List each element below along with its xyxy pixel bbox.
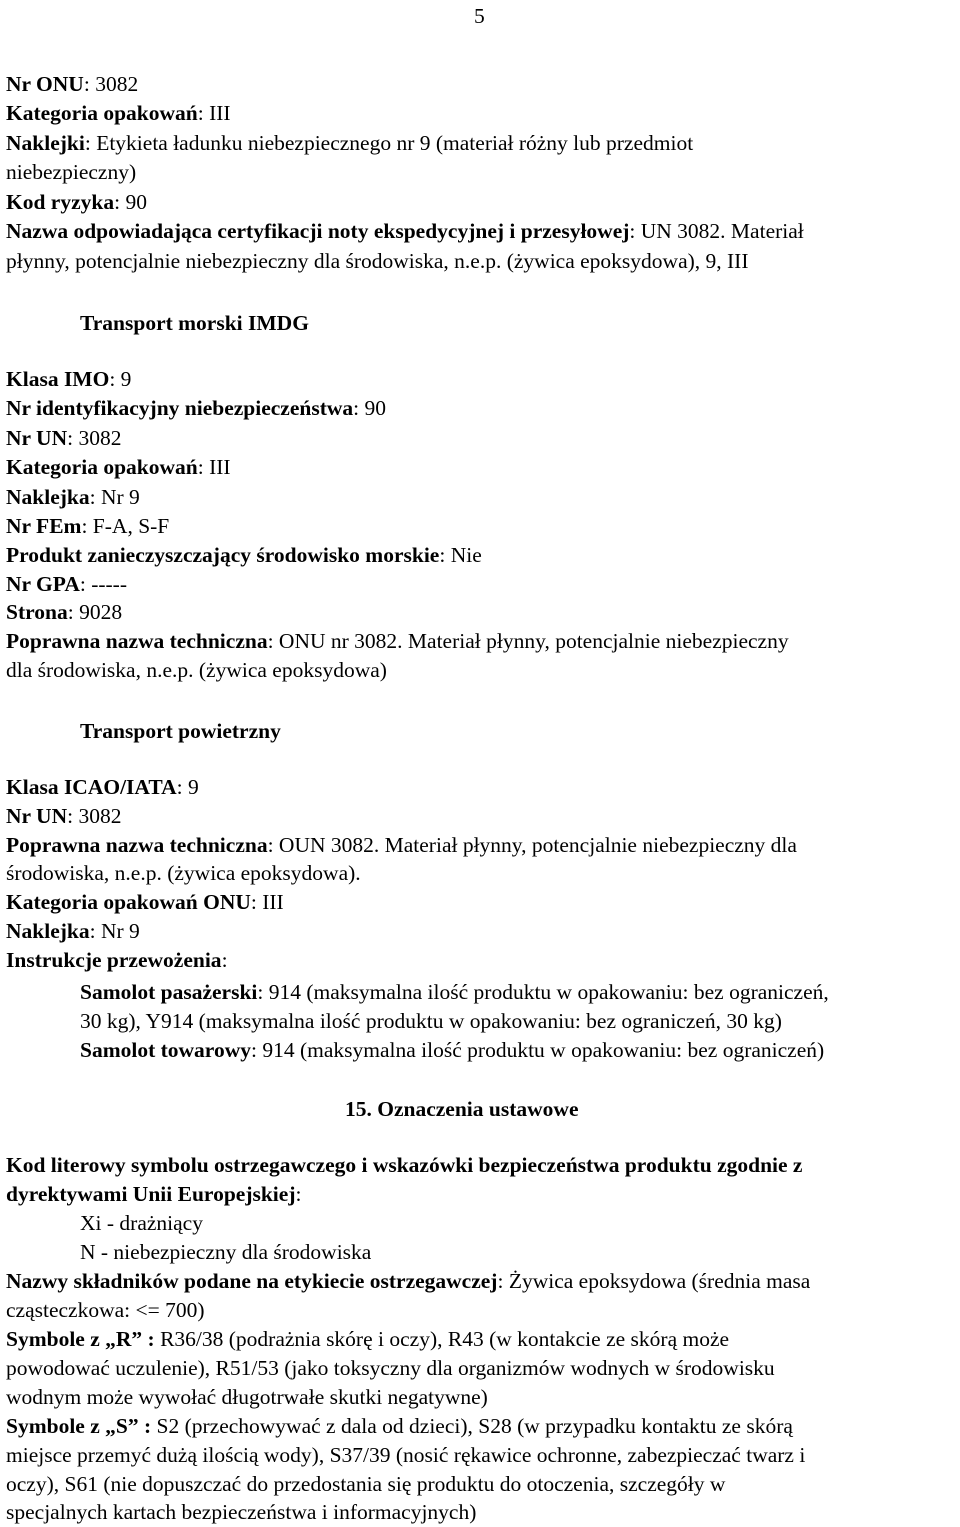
r-phrases: Symbole z „R” : R36/38 (podrażnia skórę i oczy), R43 (w kontakcie ze skórą może: [6, 1327, 730, 1351]
sea-marine-pollutant: Produkt zanieczyszczający środowisko morskie: Nie: [6, 543, 482, 567]
s-phrases-cont1: miejsce przemyć dużą ilością wody), S37/39 (nosić rękawice ochronne, zabezpieczać twarz i: [6, 1443, 806, 1467]
air-icao-class: Klasa ICAO/IATA: 9: [6, 775, 199, 799]
air-instructions: Instrukcje przewożenia:: [6, 948, 228, 972]
sea-label: Naklejka: Nr 9: [6, 485, 140, 509]
sea-packing-group: Kategoria opakowań: III: [6, 455, 231, 479]
sea-hazard-id: Nr identyfikacyjny niebezpieczeństwa: 90: [6, 396, 387, 420]
page-number: 5: [474, 4, 485, 28]
r-phrases-cont1: powodować uczulenie), R51/53 (jako toksyczny dla organizmów wodnych w środowisku: [6, 1356, 775, 1380]
air-passenger-cont: 30 kg), Y914 (maksymalna ilość produktu w opakowaniu: bez ograniczeń, 30 kg): [80, 1009, 782, 1033]
air-shipping-name: Poprawna nazwa techniczna: OUN 3082. Materiał płynny, potencjalnie niebezpieczny dla: [6, 833, 797, 857]
road-labels: Naklejki: Etykieta ładunku niebezpiecznego nr 9 (materiał różny lub przedmiot: [6, 131, 694, 155]
air-un-number: Nr UN: 3082: [6, 804, 122, 828]
sea-gpa: Nr GPA: -----: [6, 572, 127, 596]
sea-page: Strona: 9028: [6, 600, 123, 624]
section15-heading: 15. Oznaczenia ustawowe: [345, 1097, 579, 1121]
sea-fem: Nr FEm: F-A, S-F: [6, 514, 170, 538]
s-phrases-cont3: specjalnych kartach bezpieczeństwa i informacyjnych): [6, 1500, 477, 1524]
air-heading: Transport powietrzny: [80, 719, 281, 743]
air-cargo: Samolot towarowy: 914 (maksymalna ilość produktu w opakowaniu: bez ograniczeń): [80, 1038, 825, 1062]
eu-symbol-label: Kod literowy symbolu ostrzegawczego i wskazówki bezpieczeństwa produktu zgodnie z: [6, 1153, 803, 1177]
air-packing-group: Kategoria opakowań ONU: III: [6, 890, 284, 914]
s-phrases-cont2: oczy), S61 (nie dopuszczać do przedostania się produktu do otoczenia, szczegóły w: [6, 1472, 726, 1496]
eu-symbol-label-cont: dyrektywami Unii Europejskiej:: [6, 1182, 302, 1206]
sea-shipping-name: Poprawna nazwa techniczna: ONU nr 3082. Materiał płynny, potencjalnie niebezpieczny: [6, 629, 789, 653]
air-shipping-name-cont: środowiska, n.e.p. (żywica epoksydowa).: [6, 861, 361, 885]
sea-heading: Transport morski IMDG: [80, 311, 309, 335]
components: Nazwy składników podane na etykiecie ostrzegawczej: Żywica epoksydowa (średnia masa: [6, 1269, 811, 1293]
s-phrases: Symbole z „S” : S2 (przechowywać z dala od dzieci), S28 (w przypadku kontaktu ze skórą: [6, 1414, 793, 1438]
sea-imo-class: Klasa IMO: 9: [6, 367, 132, 391]
road-packing-group: Kategoria opakowań: III: [6, 101, 231, 125]
road-shipping-name: Nazwa odpowiadająca certyfikacji noty ekspedycyjnej i przesyłowej: UN 3082. Materiał: [6, 219, 804, 243]
road-hazard-code: Kod ryzyka: 90: [6, 190, 147, 214]
sea-shipping-name-cont: dla środowiska, n.e.p. (żywica epoksydowa): [6, 658, 387, 682]
r-phrases-cont2: wodnym może wywołać długotrwałe skutki negatywne): [6, 1385, 488, 1409]
symbol-xi: Xi - drażniący: [80, 1211, 203, 1235]
sea-un-number: Nr UN: 3082: [6, 426, 122, 450]
symbol-n: N - niebezpieczny dla środowiska: [80, 1240, 372, 1264]
air-label: Naklejka: Nr 9: [6, 919, 140, 943]
road-labels-cont: niebezpieczny): [6, 160, 137, 184]
road-shipping-name-cont: płynny, potencjalnie niebezpieczny dla środowiska, n.e.p. (żywica epoksydowa), 9, III: [6, 249, 749, 273]
air-passenger: Samolot pasażerski: 914 (maksymalna ilość produktu w opakowaniu: bez ograniczeń,: [80, 980, 829, 1004]
road-un-number: Nr ONU: 3082: [6, 72, 139, 96]
components-cont: cząsteczkowa: <= 700): [6, 1298, 205, 1322]
